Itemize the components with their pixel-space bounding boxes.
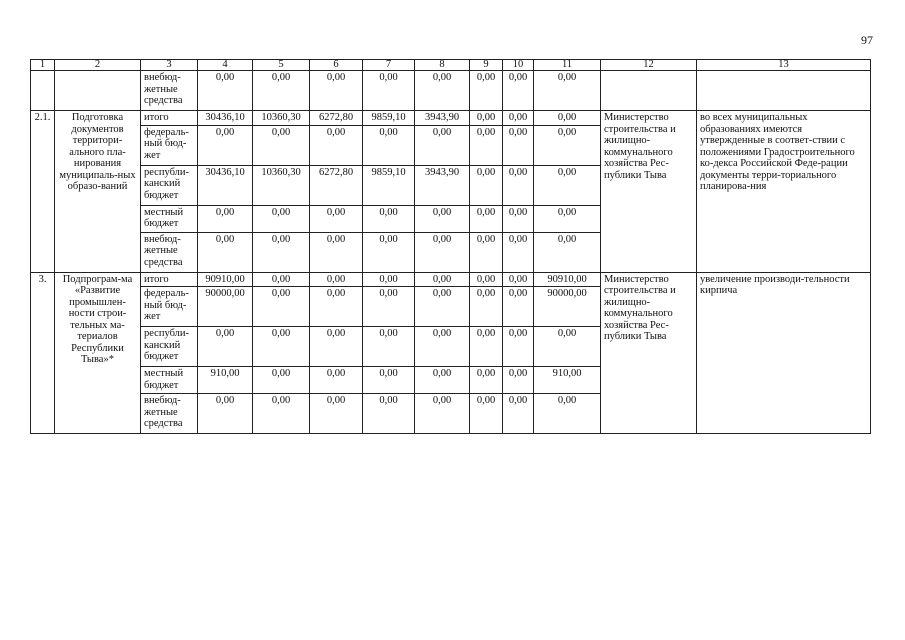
source-label: местный бюджет [141, 205, 198, 232]
source-label: внебюд- жетные средства [141, 394, 198, 434]
value-cell: 0,00 [363, 287, 415, 327]
value-cell: 0,00 [363, 272, 415, 287]
value-cell: 9859,10 [363, 165, 415, 205]
value-cell: 0,00 [198, 125, 253, 165]
row-number-cell [31, 71, 55, 111]
value-cell: 0,00 [470, 125, 503, 165]
page-number: 97 [861, 33, 873, 47]
executor: Министерство строительства и жилищно-коммунального хозяйства Рес-публики Тыва [601, 111, 697, 273]
column-header: 9 [470, 60, 503, 71]
value-cell: 0,00 [415, 205, 470, 232]
value-cell: 0,00 [534, 205, 601, 232]
value-cell: 0,00 [310, 287, 363, 327]
value-cell: 30436,10 [198, 111, 253, 126]
value-cell: 0,00 [253, 287, 310, 327]
value-cell: 0,00 [470, 394, 503, 434]
value-cell: 0,00 [198, 232, 253, 272]
source-label: внебюд- жетные средства [141, 232, 198, 272]
column-header: 13 [697, 60, 871, 71]
value-cell: 0,00 [415, 125, 470, 165]
result-cell [697, 71, 871, 111]
source-label: республи- канский бюджет [141, 327, 198, 367]
value-cell: 0,00 [415, 367, 470, 394]
value-cell: 0,00 [253, 205, 310, 232]
value-cell: 0,00 [534, 165, 601, 205]
source-label: федераль- ный бюд- жет [141, 125, 198, 165]
value-cell: 0,00 [534, 111, 601, 126]
value-cell: 0,00 [253, 232, 310, 272]
value-cell: 6272,80 [310, 165, 363, 205]
row-number: 2.1. [31, 111, 55, 273]
column-header: 10 [503, 60, 534, 71]
value-cell: 0,00 [310, 327, 363, 367]
executor-cell [601, 71, 697, 111]
value-cell: 0,00 [310, 367, 363, 394]
column-header: 2 [55, 60, 141, 71]
source-label: итого [141, 111, 198, 126]
value-cell: 0,00 [470, 205, 503, 232]
value-cell: 90000,00 [534, 287, 601, 327]
value-cell: 6272,80 [310, 111, 363, 126]
value-cell: 0,00 [503, 272, 534, 287]
value-cell: 0,00 [415, 71, 470, 111]
value-cell: 9859,10 [363, 111, 415, 126]
value-cell: 0,00 [503, 111, 534, 126]
value-cell: 0,00 [253, 394, 310, 434]
value-cell: 0,00 [470, 272, 503, 287]
value-cell: 0,00 [363, 327, 415, 367]
value-cell: 0,00 [534, 394, 601, 434]
source-label: федераль- ный бюд- жет [141, 287, 198, 327]
value-cell: 0,00 [470, 71, 503, 111]
source-label: внебюд- жетные средства [141, 71, 198, 111]
column-header: 4 [198, 60, 253, 71]
value-cell: 0,00 [503, 327, 534, 367]
column-header: 12 [601, 60, 697, 71]
budget-table [30, 59, 871, 434]
value-cell: 0,00 [415, 287, 470, 327]
value-cell: 0,00 [470, 232, 503, 272]
column-header: 7 [363, 60, 415, 71]
value-cell: 0,00 [503, 125, 534, 165]
value-cell: 0,00 [253, 125, 310, 165]
value-cell: 0,00 [534, 71, 601, 111]
header-row [31, 60, 871, 71]
value-cell: 0,00 [198, 71, 253, 111]
value-cell: 0,00 [534, 232, 601, 272]
column-header: 6 [310, 60, 363, 71]
value-cell: 0,00 [534, 125, 601, 165]
value-cell: 90000,00 [198, 287, 253, 327]
value-cell: 0,00 [363, 71, 415, 111]
value-cell: 910,00 [198, 367, 253, 394]
executor: Министерство строительства и жилищно-коммунального хозяйства Рес-публики Тыва [601, 272, 697, 434]
value-cell: 0,00 [198, 327, 253, 367]
value-cell: 0,00 [363, 125, 415, 165]
value-cell: 0,00 [310, 232, 363, 272]
program-name: Подпрограм-ма «Развитие промышлен-ности строи-тельных ма-териалов Республики Тыва»* [55, 272, 141, 434]
value-cell: 0,00 [363, 367, 415, 394]
value-cell: 0,00 [198, 394, 253, 434]
value-cell: 0,00 [253, 272, 310, 287]
value-cell: 0,00 [503, 165, 534, 205]
column-header: 1 [31, 60, 55, 71]
value-cell: 0,00 [503, 232, 534, 272]
table-row [31, 272, 871, 287]
column-header: 3 [141, 60, 198, 71]
row-number: 3. [31, 272, 55, 434]
source-label: республи- канский бюджет [141, 165, 198, 205]
value-cell: 90910,00 [198, 272, 253, 287]
value-cell: 0,00 [503, 394, 534, 434]
program-name: Подготовка документов территори-ального пла-нирования муниципаль-ных образо-ваний [55, 111, 141, 273]
value-cell: 0,00 [253, 367, 310, 394]
value-cell: 0,00 [470, 367, 503, 394]
value-cell: 0,00 [503, 205, 534, 232]
value-cell: 3943,90 [415, 111, 470, 126]
table-row [31, 111, 871, 126]
value-cell: 0,00 [470, 327, 503, 367]
value-cell: 0,00 [534, 327, 601, 367]
value-cell: 0,00 [415, 232, 470, 272]
value-cell: 0,00 [363, 394, 415, 434]
name-cell [55, 71, 141, 111]
value-cell: 10360,30 [253, 165, 310, 205]
value-cell: 0,00 [470, 111, 503, 126]
column-header: 8 [415, 60, 470, 71]
value-cell: 0,00 [310, 205, 363, 232]
value-cell: 0,00 [253, 71, 310, 111]
value-cell: 910,00 [534, 367, 601, 394]
column-header: 11 [534, 60, 601, 71]
value-cell: 0,00 [363, 205, 415, 232]
value-cell: 0,00 [470, 165, 503, 205]
value-cell: 30436,10 [198, 165, 253, 205]
value-cell: 0,00 [415, 394, 470, 434]
value-cell: 0,00 [310, 272, 363, 287]
value-cell: 0,00 [310, 394, 363, 434]
table-row [31, 71, 871, 111]
value-cell: 0,00 [310, 125, 363, 165]
value-cell: 0,00 [470, 287, 503, 327]
value-cell: 90910,00 [534, 272, 601, 287]
value-cell: 0,00 [198, 205, 253, 232]
expected-result: во всех муниципальных образованиях имеются утвержденные в соответ-ствии с положениями Градостроительного ко-декса Российской Феде-рации документы терри-ториального планирова-ния [697, 111, 871, 273]
value-cell: 0,00 [503, 287, 534, 327]
column-header: 5 [253, 60, 310, 71]
value-cell: 0,00 [415, 272, 470, 287]
value-cell: 3943,90 [415, 165, 470, 205]
value-cell: 0,00 [503, 367, 534, 394]
value-cell: 0,00 [503, 71, 534, 111]
value-cell: 0,00 [363, 232, 415, 272]
value-cell: 0,00 [310, 71, 363, 111]
expected-result: увеличение производи-тельности кирпича [697, 272, 871, 434]
value-cell: 0,00 [415, 327, 470, 367]
source-label: итого [141, 272, 198, 287]
value-cell: 0,00 [253, 327, 310, 367]
value-cell: 10360,30 [253, 111, 310, 126]
source-label: местный бюджет [141, 367, 198, 394]
